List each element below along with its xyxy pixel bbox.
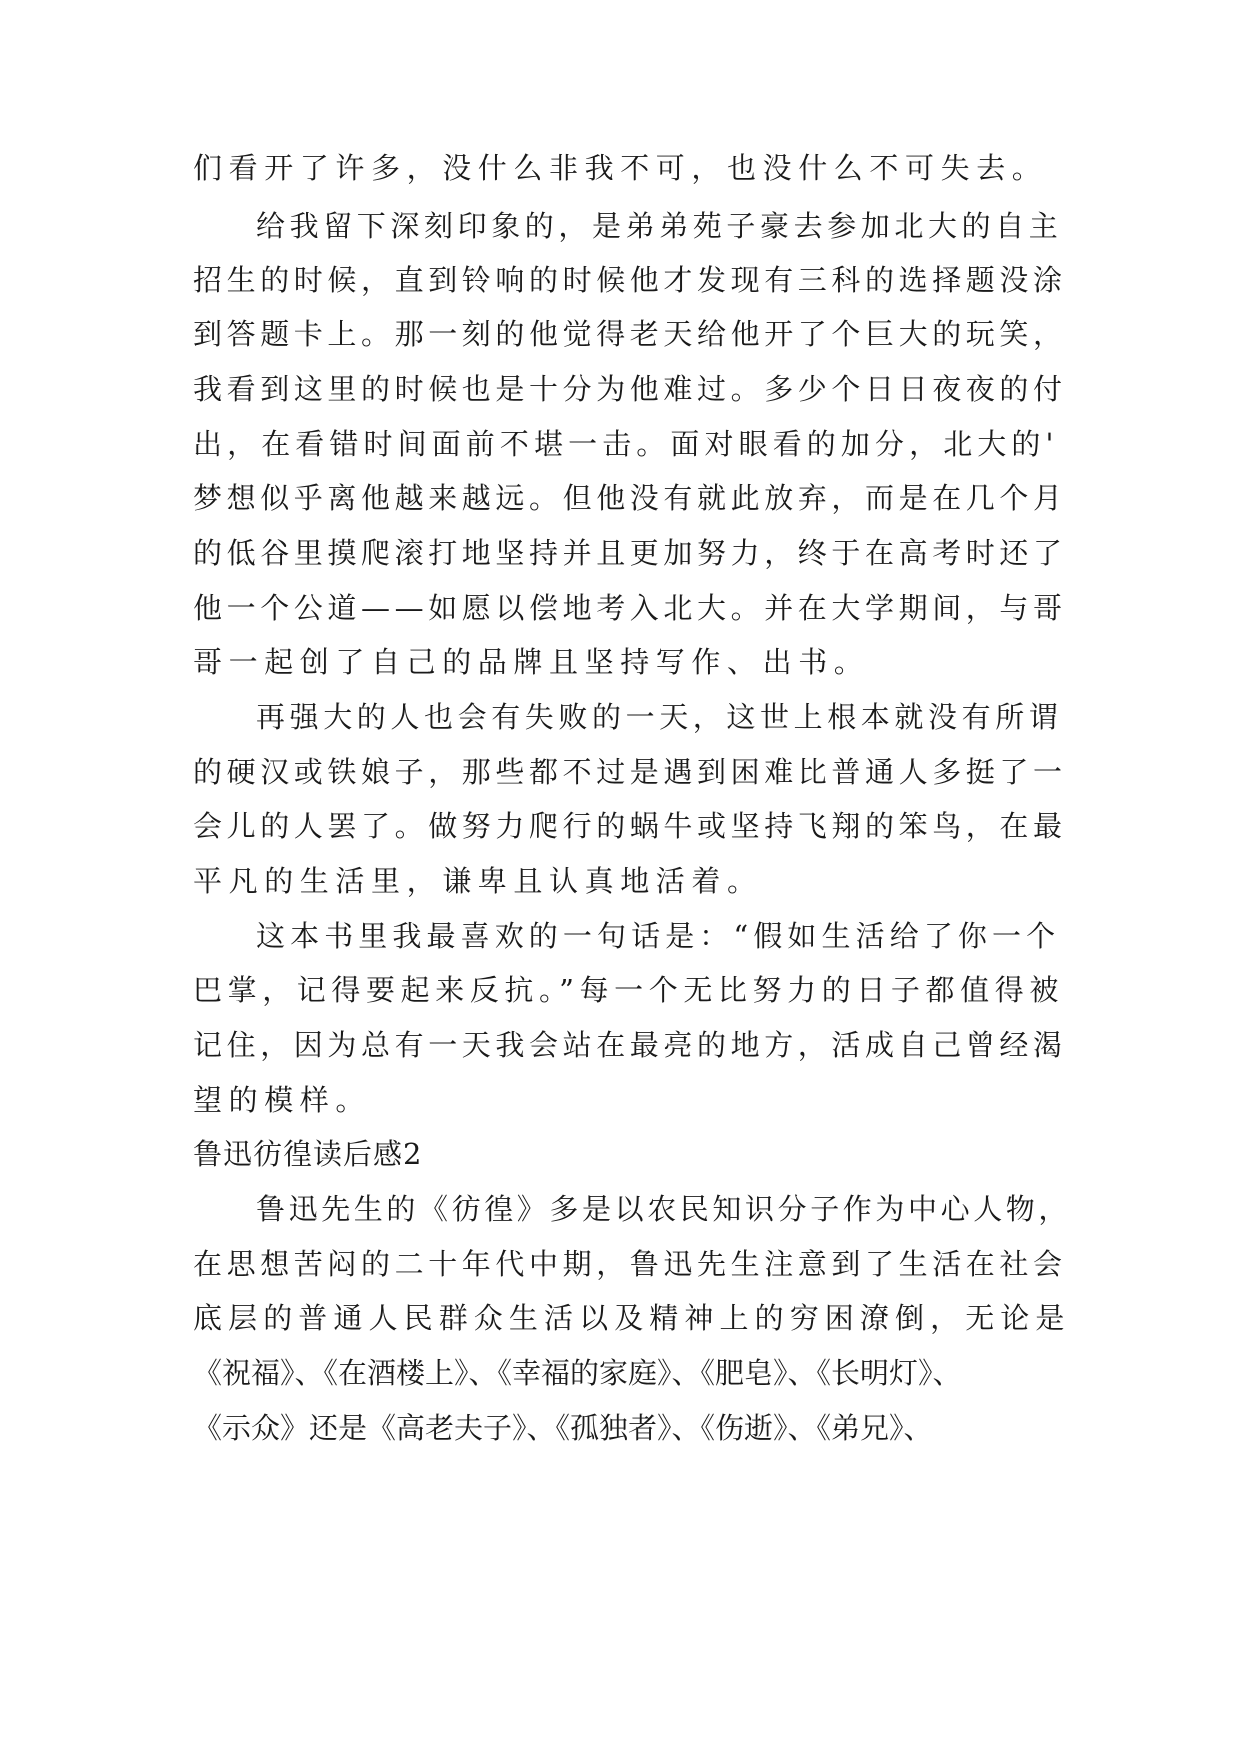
paragraph-line: 给我留下深刻印象的，是弟弟苑子豪去参加北大的自主 xyxy=(256,209,1063,243)
paragraph-line: 记住，因为总有一天我会站在最亮的地方，活成自己曾经渴 xyxy=(193,1028,1067,1062)
paragraph-line: 会儿的人罢了。做努力爬行的蜗牛或坚持飞翔的笨鸟，在最 xyxy=(193,809,1067,843)
paragraph-line: 再强大的人也会有失败的一天，这世上根本就没有所谓 xyxy=(256,700,1063,734)
paragraph-line: 招生的时候，直到铃响的时候他才发现有三科的选择题没涂 xyxy=(193,263,1067,297)
paragraph-line: 们看开了许多，没什么非我不可，也没什么不可失去。 xyxy=(193,151,1048,185)
paragraph-line: 望的模样。 xyxy=(193,1083,372,1117)
paragraph-line: 到答题卡上。那一刻的他觉得老天给他开了个巨大的玩笑， xyxy=(193,317,1067,351)
paragraph-line: 的低谷里摸爬滚打地坚持并且更加努力，终于在高考时还了 xyxy=(193,536,1067,570)
paragraph-line: 《祝福》、《在酒楼上》、《幸福的家庭》、《肥皂》、《长明灯》、 xyxy=(193,1356,962,1390)
paragraph-line: 哥一起创了自己的品牌且坚持写作、出书。 xyxy=(193,645,870,679)
paragraph-line: 出，在看错时间面前不堪一击。面对眼看的加分，北大的' xyxy=(193,427,1059,461)
paragraph-line: 梦想似乎离他越来越远。但他没有就此放弃，而是在几个月 xyxy=(193,481,1067,515)
paragraph-line: 这本书里我最喜欢的一句话是：“假如生活给了你一个 xyxy=(256,919,1061,953)
section-heading: 鲁迅彷徨读后感2 xyxy=(193,1137,423,1171)
paragraph-line: 的硬汉或铁娘子，那些都不过是遇到困难比普通人多挺了一 xyxy=(193,755,1067,789)
paragraph-line: 我看到这里的时候也是十分为他难过。多少个日日夜夜的付 xyxy=(193,372,1067,406)
paragraph-line: 在思想苦闷的二十年代中期，鲁迅先生注意到了生活在社会 xyxy=(193,1247,1067,1281)
paragraph-line: 巴掌，记得要起来反抗。”每一个无比努力的日子都值得被 xyxy=(193,973,1064,1007)
paragraph-line: 鲁迅先生的《彷徨》多是以农民知识分子作为中心人物， xyxy=(256,1192,1072,1226)
paragraph-line: 他一个公道——如愿以偿地考入北大。并在大学期间，与哥 xyxy=(193,591,1067,625)
paragraph-line: 底层的普通人民群众生活以及精神上的穷困潦倒，无论是 xyxy=(193,1301,1071,1335)
paragraph-line: 《示众》还是《高老夫子》、《孤独者》、《伤逝》、《弟兄》、 xyxy=(193,1411,933,1445)
paragraph-line: 平凡的生活里，谦卑且认真地活着。 xyxy=(193,864,763,898)
